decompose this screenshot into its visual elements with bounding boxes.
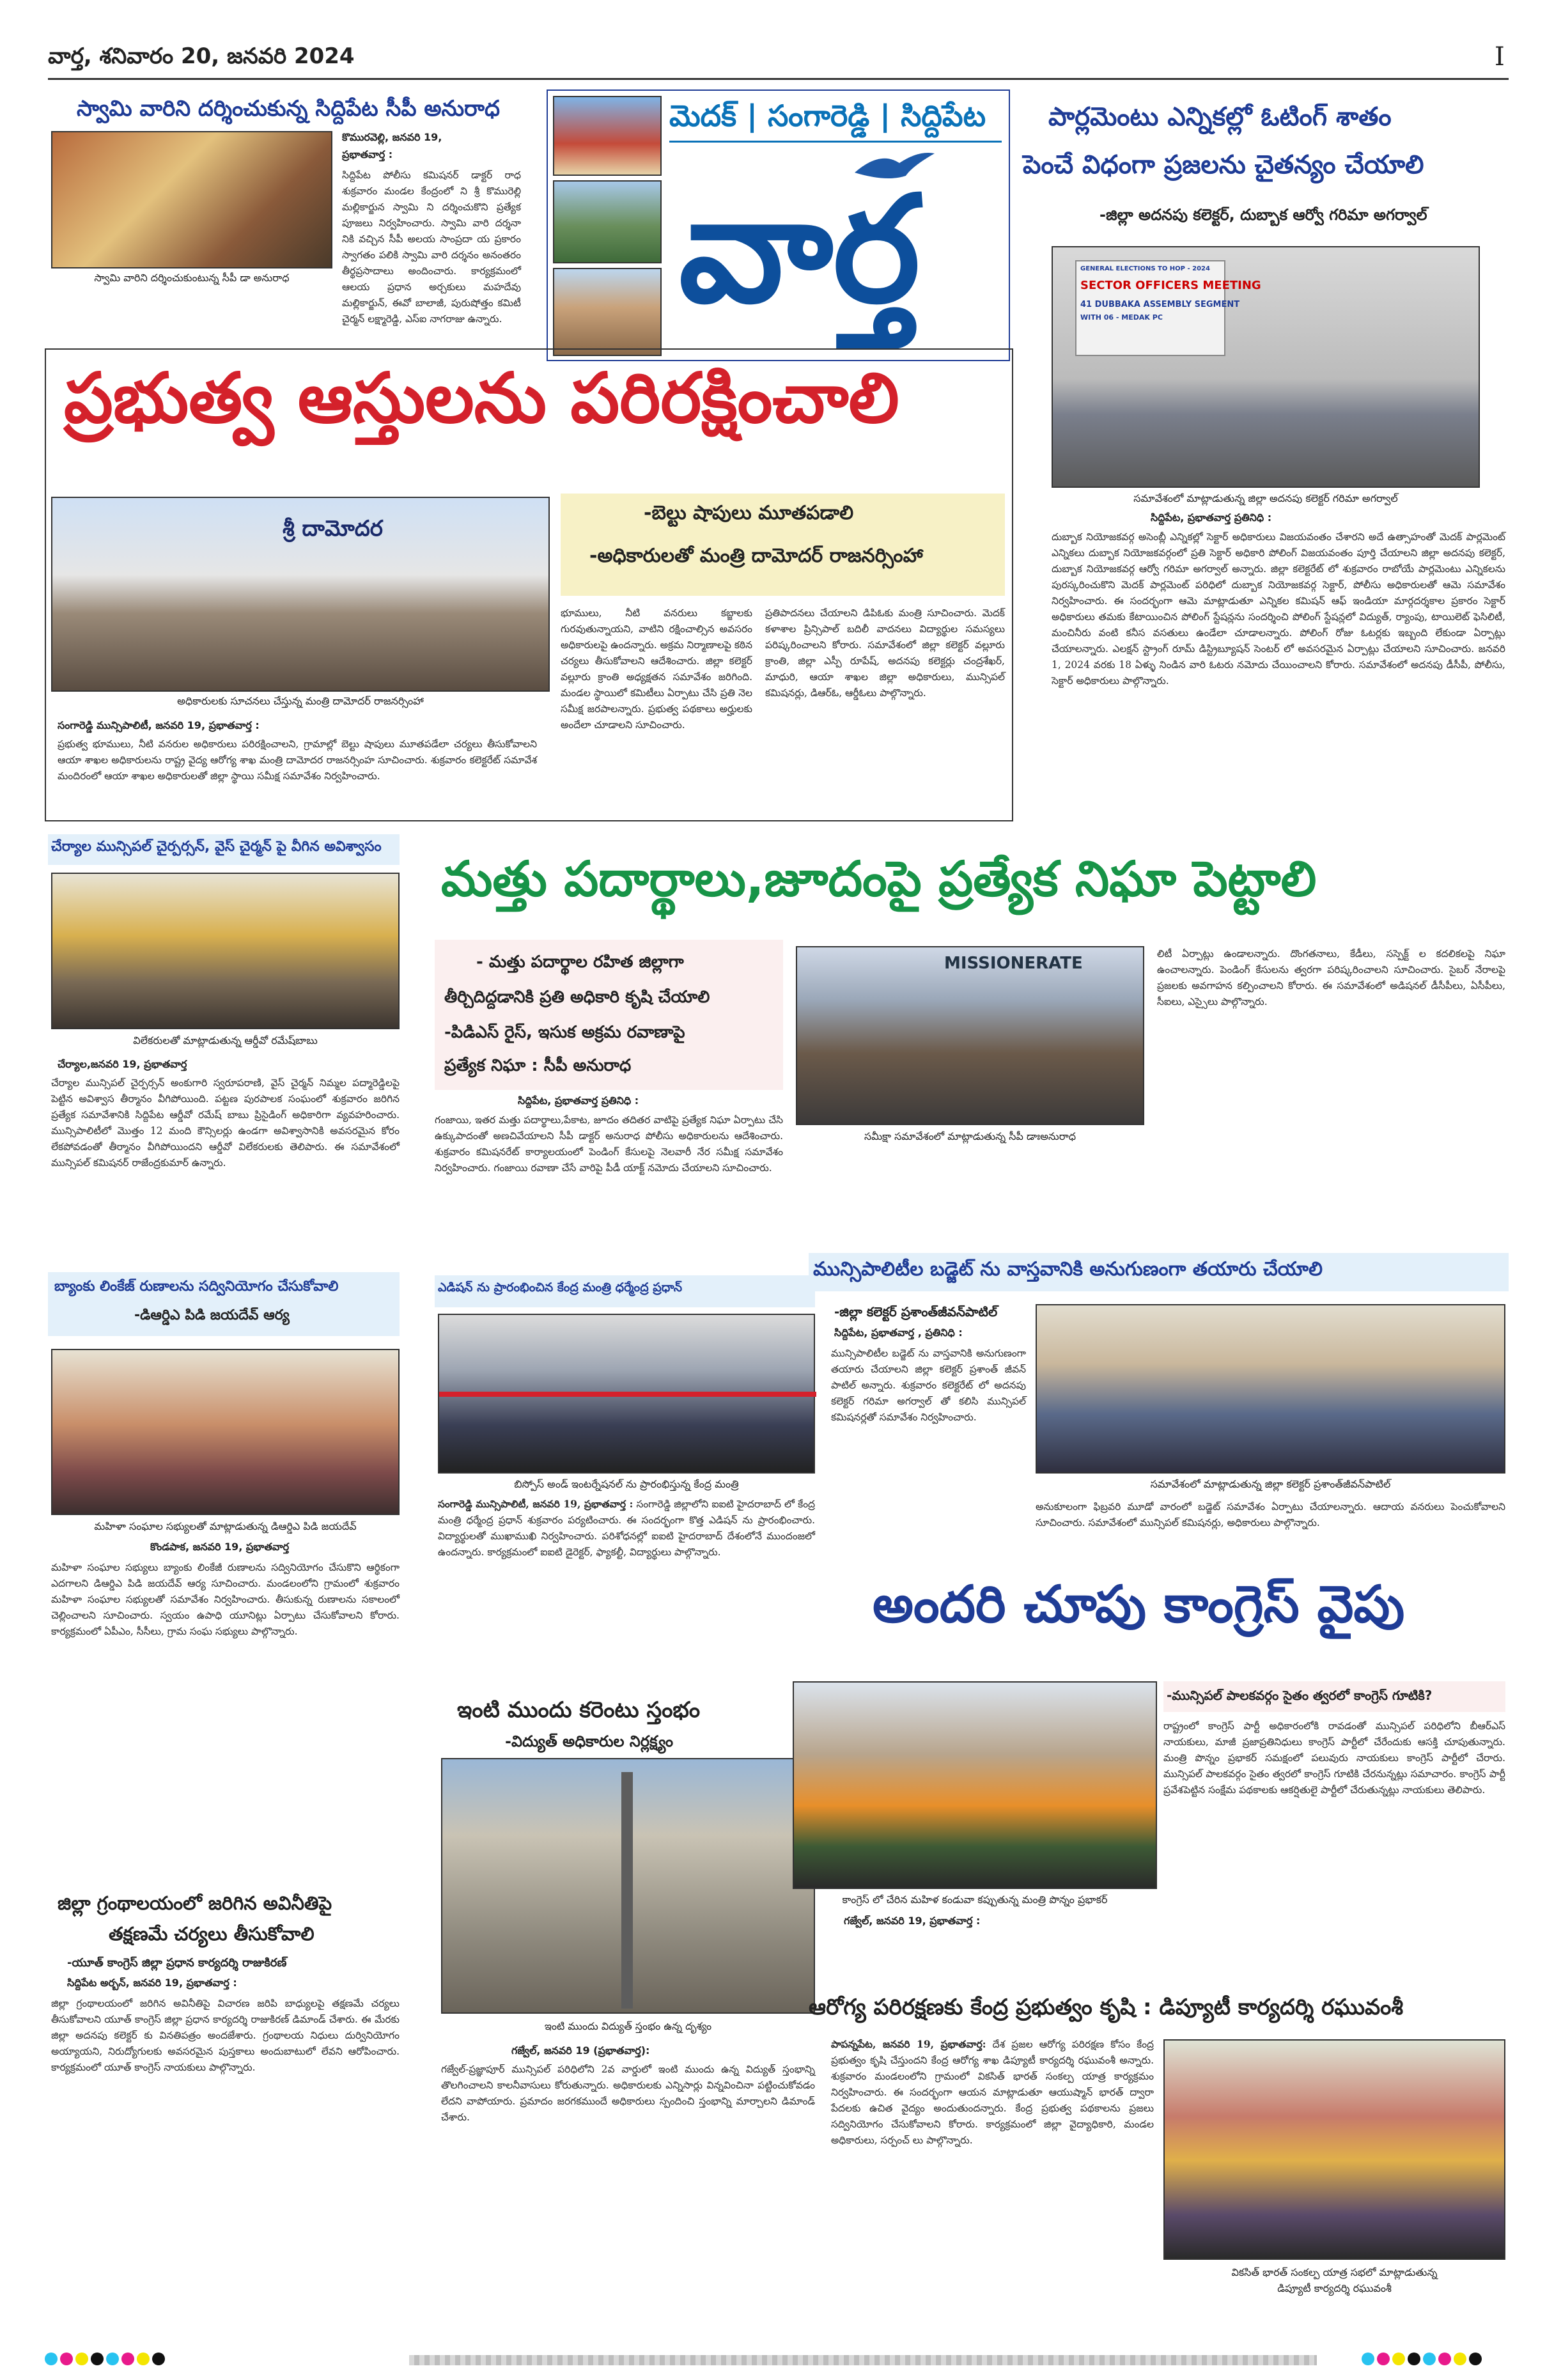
masthead-region: మెదక్ | సంగారెడ్డి | సిద్దిపేట bbox=[669, 98, 986, 133]
register-dot bbox=[91, 2353, 104, 2365]
banner-line-3: 41 DUBBAKA ASSEMBLY SEGMENT bbox=[1080, 300, 1240, 309]
story5-headline: మత్తు పదార్థాలు,జూదంపై ప్రత్యేక నిఘా పెట్టాలి bbox=[441, 850, 1317, 907]
story3-headline: ప్రభుత్వ ఆస్తులను పరిరక్షించాలి bbox=[64, 359, 899, 439]
story9-text: గజ్వేల్-ప్రజ్ఞాపూర్ మున్సిపల్ పరిధిలోని 2వ వార్డులో ఇంటి ముందు ఉన్న విద్యుత్ స్తంభాన్ని తొలగించాలని కాలనీవాసులు కోరుతున్నారు. అధికారులకు ఎన్నిసార్లు విన్నవించినా పట్టించుకోవడం లేదని వాపోయారు. ప్రమాదం జరగకముందే అధికారులు స్పందించి స్తంభాన్ని మార్చాలని డిమాండ్ చేశారు. bbox=[441, 2064, 815, 2123]
ribbon bbox=[439, 1392, 816, 1397]
story12-headline: ఆరోగ్య పరిరక్షణకు కేంద్ర ప్రభుత్వం కృషి : డిప్యూటీ కార్యదర్శి రఘువంశీ bbox=[809, 1995, 1404, 2020]
register-marks-left bbox=[45, 2353, 198, 2368]
story11-dateline: గజ్వేల్, జనవరి 19, ప్రభాతవార్త : bbox=[844, 1915, 981, 1927]
election-banner bbox=[1075, 260, 1261, 356]
banner-line-2: SECTOR OFFICERS MEETING bbox=[1080, 279, 1261, 292]
story8-body: సంగారెడ్డి జిల్లాలోని ఐఐటి హైదరాబాద్ లో కేంద్ర మంత్రి ధర్మేంద్ర ప్రధాన్ శుక్రవారం పర్యటించారు. ఈ సందర్భంగా కొత్త ఎడిషన్ ను ప్రారంభించారు. విద్యార్థులతో ముఖాముఖి నిర్వహించారు. పరిశోధనల్లో ఐఐటి హైదరాబాద్ దేశంలోనే ముందంజలో ఉందన్నారు. కార్యక్రమంలో ఐఐటి డైరెక్టర్, ఫ్యాకల్టీ, విద్యార్థులు పాల్గొన్నారు. bbox=[438, 1498, 815, 1558]
story1-dateline: కొమురవెల్లి, జనవరి 19, bbox=[342, 131, 442, 143]
story3-sub-2: -అధికారులతో మంత్రి దామోదర్ రాజనర్సింహా bbox=[589, 545, 923, 567]
story5-photo bbox=[796, 946, 1144, 1125]
story9-photo bbox=[441, 1758, 815, 2014]
story4-headline: చేర్యాల మున్సిపల్ చైర్పర్సన్, వైస్ చైర్మన్ పై వీగిన అవిశ్వాసం bbox=[51, 839, 382, 855]
register-marks-right bbox=[1362, 2353, 1515, 2368]
story11-caption: కాంగ్రెస్ లో చేరిన మహిళ కండువా కప్పుతున్న మంత్రి పొన్నం ప్రభాకర్ bbox=[842, 1894, 1108, 1906]
story11-sub: -మున్సిపల్ పాలకవర్గం సైతం త్వరలో కాంగ్రెస్ గూటికి? bbox=[1167, 1688, 1433, 1703]
story2-text: దుబ్బాక నియోజకవర్గ అసెంబ్లీ ఎన్నికల్లో సెక్టార్ అధికారులు విజయవంతం చేశారని అదే ఉత్సాహంతో మెదక్ పార్లమెంట్ ఎన్నికలు దుబ్బాక నియోజకవర్గంలో ప్రతి సెక్టార్ అధికారి పోలింగ్ విజయవంతం పూర్తి చేయాలని జిల్లా అదనపు కలెక్టర్, దుబ్బాక నియోజకవర్గ ఆర్వో గరిమా అగర్వాల్ అన్నారు. జిల్లా కలెక్టరేట్ లో శుక్రవారం రాబోయే పార్లమెంటు ఎన్నికలను పురస్కరించుకొని మెదక్ పార్లమెంట్ పరిధిలో దుబ్బాక నియోజకవర్గ సెక్టార్, పోలీసు అధికారులతో ఆమె సమావేశం నిర్వహించారు. ఈ సందర్భంగా ఆమె మాట్లాడుతూ ఎన్నికల కమిషన్ ఆఫ్ ఇండియా మార్గదర్శకాల ప్రకారం సెక్టార్ అధికారులు తమకు కేటాయించిన పోలింగ్ స్టేషన్లను సందర్శించి పోలింగ్ స్టేషన్లలో విద్యుత్, ర్యాంపు, టాయిలెట్ ఫెసిలిటీ, మంచినీరు వంటి కనీస వసతులు ఉండేలా చూడాలన్నారు. పోలింగ్ రోజు ఓటర్లకు ఇబ్బంది లేకుండా ఏర్పాట్లు చేయాలన్నారు. ఎలక్షన్ స్ట్రాంగ్ రూమ్ డిస్ట్రిబ్యూషన్ సెంటర్ లో అవసరమైన ఏర్పాట్లు చేయాలని సూచించారు. జనవరి 1, 2024 వరకు 18 ఏళ్ళు నిండిన వారి ఓటరు నమోదు చేయించాలని కోరారు. సమావేశంలో అదనపు డీసీపీ, పోలీసు, సెక్టార్ అధికారులు పాల్గొన్నారు. bbox=[1052, 531, 1505, 687]
story5-text-2: లిటీ ఏర్పాట్లు ఉండాలన్నారు. దొంగతనాలు, కేడీలు, సస్పెక్ట్ ల కదలికలపై నిఘా ఉంచాలన్నారు. పెండింగ్ కేసులను త్వరగా పరిష్కరించాలని సూచించారు. సైబర్ నేరాలపై ప్రజలకు అవగాహన కల్పించాలని కోరారు. ఈ సమావేశంలో అడిషనల్ డీసీపీలు, ఏసీపీలు, సీఐలు, ఎస్సైలు పాల్గొన్నారు. bbox=[1157, 948, 1505, 1007]
story6-photo bbox=[51, 1349, 400, 1515]
story2-byline: -జిల్లా అదనపు కలెక్టర్, దుబ్బాక ఆర్వో గరిమా అగర్వాల్ bbox=[1099, 206, 1427, 224]
story9-headline: ఇంటి ముందు కరెంటు స్తంభం bbox=[457, 1697, 701, 1723]
masthead-photo-building bbox=[553, 180, 662, 263]
story12-text bbox=[831, 2036, 1154, 2327]
story10-text-2: అనుకూలంగా ఫిబ్రవరి మూడో వారంలో బడ్జెట్ సమావేశం ఏర్పాటు చేయాలన్నారు. ఆదాయ వనరులు పెంచుకోవాలని సూచించారు. సమావేశంలో మున్సిపల్ కమిషనర్లు, అధికారులు పాల్గొన్నారు. bbox=[1036, 1501, 1505, 1528]
story12-body: దేశ ప్రజల ఆరోగ్య పరిరక్షణ కోసం కేంద్ర ప్రభుత్వం కృషి చేస్తుందని కేంద్ర ఆరోగ్య శాఖ డిప్యూటీ కార్యదర్శి రఘువంశీ అన్నారు. శుక్రవారం మండలంలోని గ్రామంలో వికసిత్ భారత్ సంకల్ప యాత్ర కార్యక్రమం నిర్వహించారు. ఈ సందర్భంగా ఆయన మాట్లాడుతూ ఆయుష్మాన్ భారత్ ద్వారా పేదలకు ఉచిత వైద్యం అందుతుందన్నారు. కేంద్ర ప్రభుత్వ పథకాలను ప్రజలు సద్వినియోగం చేసుకోవాలని కోరారు. కార్యక్రమంలో జిల్లా వైద్యాధికారి, మండల అధికారులు, సర్పంచ్ లు పాల్గొన్నారు. bbox=[831, 2039, 1154, 2146]
register-dot bbox=[1469, 2353, 1482, 2365]
story5-text-3 bbox=[796, 1151, 1144, 1247]
story1-caption: స్వామి వారిని దర్శించుకుంటున్న సీపీ డా అనురాధ bbox=[94, 272, 290, 284]
story11-text: రాష్ట్రంలో కాంగ్రెస్ పార్టీ అధికారంలోకి రావడంతో మున్సిపల్ పరిధిలోని బీఆర్ఎస్ నాయకులు, మాజీ ప్రజాప్రతినిధులు కాంగ్రెస్ పార్టీలో చేరేందుకు ఆసక్తి చూపుతున్నారు. మంత్రి పొన్నం ప్రభాకర్ సమక్షంలో పలువురు నాయకులు కాంగ్రెస్ పార్టీలో చేరారు. మున్సిపల్ పాలకవర్గం సైతం త్వరలో కాంగ్రెస్ గూటికి చేరనున్నట్లు సమాచారం. కాంగ్రెస్ పార్టీ ప్రవేశపెట్టిన సంక్షేమ పథకాలకు ఆకర్షితులై పార్టీలో చేరుతున్నట్లు నాయకులు తెలిపారు. bbox=[1163, 1720, 1505, 1796]
register-dot bbox=[1377, 2353, 1390, 2365]
masthead-logo: వార్త bbox=[679, 165, 921, 336]
story10-headline: మున్సిపాలిటీల బడ్జెట్ ను వాస్తవానికి అనుగుణంగా తయారు చేయాలి bbox=[813, 1258, 1323, 1280]
story12-text-cont bbox=[1163, 2301, 1505, 2330]
register-dot bbox=[1392, 2353, 1405, 2365]
masthead bbox=[547, 89, 1010, 361]
story10-photo bbox=[1036, 1304, 1505, 1474]
page-number: I bbox=[1495, 42, 1505, 72]
story5-dateline: సిద్దిపేట, ప్రభాతవార్త ప్రతినిధి : bbox=[518, 1094, 639, 1107]
story5-sub-3: -పిడిఎస్ రైస్, ఇసుక అక్రమ రవాణాపై bbox=[444, 1023, 685, 1042]
story2-photo bbox=[1052, 246, 1480, 488]
masthead-photo-tower bbox=[553, 268, 662, 356]
story4-dateline: చేర్యాల,జనవరి 19, ప్రభాతవార్త bbox=[58, 1058, 187, 1070]
story10-dateline: సిద్దిపేట, ప్రభాతవార్త , ప్రతినిధి : bbox=[834, 1326, 963, 1339]
story5-caption: సమీక్షా సమావేశంలో మాట్లాడుతున్న సీపీ డాఃఅనురాధ bbox=[864, 1130, 1076, 1142]
register-dot bbox=[137, 2353, 150, 2365]
dateline: వార్త, శనివారం 20, జనవరి 2024 bbox=[48, 43, 355, 69]
story10-byline: -జిల్లా కలెక్టర్ ప్రశాంత్‌జీవన్‌పాటిల్ bbox=[834, 1304, 998, 1319]
register-dot bbox=[1408, 2353, 1420, 2365]
masthead-rule bbox=[669, 141, 1002, 143]
story8-text bbox=[438, 1496, 815, 1681]
register-dot bbox=[1438, 2353, 1451, 2365]
story7-headline-1: జిల్లా గ్రంథాలయంలో జరిగిన అవినీతిపై bbox=[58, 1892, 332, 1914]
story8-headline: ఎడిషన్ ను ప్రారంభించిన కేంద్ర మంత్రి ధర్మేంద్ర ప్రధాన్ bbox=[438, 1280, 683, 1295]
story2-caption: సమావేశంలో మాట్లాడుతున్న జిల్లా అదనపు కలెక్టర్ గరిమా అగర్వాల్ bbox=[1133, 492, 1398, 504]
story2-dateline: సిద్దిపేట, ప్రభాతవార్త ప్రతినిధి : bbox=[1151, 511, 1272, 524]
register-gray-bar bbox=[409, 2355, 1317, 2365]
story5-sub-1: - మత్తు పదార్థాల రహిత జిల్లాగా bbox=[476, 953, 684, 972]
story9-caption: ఇంటి ముందు విద్యుత్ స్తంభం ఉన్న దృశ్యం bbox=[544, 2020, 712, 2032]
story11-headline: అందరి చూపు కాంగ్రెస్ వైపు bbox=[873, 1575, 1405, 1634]
story3-caption: అధికారులకు సూచనలు చేస్తున్న మంత్రి దామోదర్ రాజనర్సింహా bbox=[177, 695, 424, 707]
register-dot bbox=[121, 2353, 134, 2365]
story3-text-1: ప్రభుత్వ భూములు, నీటి వనరుల అధికారులు పరిరక్షించాలని, గ్రామాల్లో బెల్టు షాపులు మూతపడేలా చర్యలు తీసుకోవాలని ఆయా శాఖల అధికారులను రాష్ట్ర వైద్య ఆరోగ్య శాఖ మంత్రి దామోదర రాజనర్సింహ సూచించారు. శుక్రవారం కలెక్టరేట్ సమావేశ మందిరంలో ఆయా శాఖల అధికారులతో జిల్లా స్థాయి సమీక్ష సమావేశం నిర్వహించారు. bbox=[58, 738, 537, 782]
story1-photo bbox=[51, 131, 332, 268]
story12-caption-1: వికసిత్ భారత్ సంకల్ప యాత్ర సభలో మాట్లాడుతున్న bbox=[1231, 2266, 1438, 2278]
register-dot bbox=[106, 2353, 119, 2365]
top-rule bbox=[48, 78, 1509, 80]
story5-sub-2: తీర్చిదిద్దడానికి ప్రతి అధికారి కృషి చేయాలి bbox=[444, 988, 710, 1007]
story1-source: ప్రభాతవార్త : bbox=[342, 148, 393, 160]
register-dot bbox=[1454, 2353, 1466, 2365]
story3-box bbox=[45, 348, 1013, 821]
story1-headline: స్వామి వారిని దర్శించుకున్న సిద్దిపేట సీపీ అనురాధ bbox=[77, 96, 501, 121]
story7-dateline: సిద్దిపేట అర్బన్, జనవరి 19, ప్రభాతవార్త : bbox=[67, 1977, 237, 1989]
story8-dateline: సంగారెడ్డి మున్సిపాలిటీ, జనవరి 19, ప్రభాతవార్త : bbox=[438, 1498, 633, 1510]
register-dot bbox=[75, 2353, 88, 2365]
story6-headline: బ్యాంకు లింకేజ్ రుణాలను సద్వినియోగం చేసుకోవాలి bbox=[54, 1279, 339, 1295]
story7-byline: -యూత్ కాంగ్రెస్ జిల్లా ప్రధాన కార్యదర్శి రాజుకిరణ్ bbox=[67, 1956, 287, 1970]
register-dot bbox=[45, 2353, 58, 2365]
story8-photo bbox=[438, 1314, 815, 1474]
register-dot bbox=[152, 2353, 165, 2365]
story1-text: సిద్దిపేట పోలీసు కమిషనర్ డాక్టర్ రాధ శుక్రవారం మండల కేంద్రంలో ని శ్రీ కొమురెల్లి మల్లికార్జున స్వామి ని దర్శించుకొని ప్రత్యేక పూజలు నిర్వహించారు. స్వామి వారి దర్శనా నికి వచ్చిన సీపీ అలయ సాంప్రదా య ప్రకారం స్వాగతం పలికి స్వామి వారి దర్శనం అనంతరం తీర్థప్రసాదాలు అందించారు. కార్యక్రమంలో ఆలయ ప్రధాన అర్చకులు మహదేవు మల్లికార్జున్, ఈవో బాలాజీ, పురుషోత్తం కమిటీ చైర్మన్ లక్ష్మారెడ్డి, ఎస్ఐ నాగరాజు ఉన్నారు. bbox=[342, 169, 521, 325]
story3-text-3: ప్రతిపాదనలు చేయాలని డిపిఓకు మంత్రి సూచించారు. మెదక్ కళాశాల ప్రిన్సిపాల్ బదిలీ వాదనలు విద్యార్థుల సమస్యలు పరిష్కరించాలని కోరారు. సమావేశంలో జిల్లా కలెక్టర్ వల్లూరు క్రాంతి, జిల్లా ఎస్పీ రూపేష్, అదనపు కలెక్టర్లు చంద్రశేఖర్, మాధురి, ఆయా శాఖల జిల్లా అధికారులు, మున్సిపల్ కమిషనర్లు, డిఆర్ఓ, ఆర్డీఓలు పాల్గొన్నారు. bbox=[765, 607, 1005, 699]
story3-text-2: భూములు, నీటి వనరులు కబ్జాలకు గురవుతున్నాయని, వాటిని రక్షించాల్సిన అవసరం అధికారులపై ఉందన్నారు. అక్రమ నిర్మాణాలపై కఠిన చర్యలు తీసుకోవాలని ఆదేశించారు. జిల్లా కలెక్టర్ వల్లూరు క్రాంతి అధ్యక్షతన సమావేశం జరిగింది. మండల స్థాయిలో కమిటీలు ఏర్పాటు చేసి ప్రతి నెల సమీక్ష జరపాలన్నారు. ప్రభుత్వ పథకాలు అర్హులకు అందేలా చూడాలని సూచించారు. bbox=[561, 607, 752, 731]
story3-sub-1: -బెల్టు షాపులు మూతపడాలి bbox=[644, 502, 854, 524]
story10-text-1: మున్సిపాలిటీల బడ్జెట్ ను వాస్తవానికి అనుగుణంగా తయారు చేయాలని జిల్లా కలెక్టర్ ప్రశాంత్ జీవన్ పాటిల్ అన్నారు. శుక్రవారం కలెక్టరేట్ లో అదనపు కలెక్టర్ గరిమా అగర్వాల్ తో కలిసి మున్సిపల్ కమిషనర్లతో సమావేశం నిర్వహించారు. bbox=[831, 1348, 1026, 1423]
register-dot bbox=[1362, 2353, 1374, 2365]
story12-dateline: పాపన్నపేట, జనవరి 19, ప్రభాతవార్త: bbox=[831, 2038, 986, 2050]
story7-text: జిల్లా గ్రంథాలయంలో జరిగిన అవినీతిపై విచారణ జరిపి బాధ్యులపై తక్షణమే చర్యలు తీసుకోవాలని యూత్ కాంగ్రెస్ జిల్లా ప్రధాన కార్యదర్శి రాజుకిరణ్ డిమాండ్ చేశారు. ఈ మేరకు జిల్లా అదనపు కలెక్టర్ కు వినతిపత్రం అందజేశారు. గ్రంథాలయ నిధులు దుర్వినియోగం అయ్యాయని, నిరుద్యోగులకు అవసరమైన పుస్తకాలు అందుబాటులో లేవని ఆరోపించారు. కార్యక్రమంలో యూత్ కాంగ్రెస్ నాయకులు పాల్గొన్నారు. bbox=[51, 1998, 400, 2073]
story5-text-1: గంజాయి, ఇతర మత్తు పదార్థాలు,పేకాట, జూదం తదితర వాటిపై ప్రత్యేక నిఘా ఏర్పాటు చేసి ఉక్కుపాదంతో అణచివేయాలని సీపీ డాక్టర్ అనురాధ పోలీసు అధికారులను ఆదేశించారు. శుక్రవారం కమిషనరేట్ కార్యాలయంలో పెండింగ్ కేసులపై నెలవారీ నేర సమీక్ష సమావేశం నిర్వహించారు. గంజాయి రవాణా చేసే వారిపై పీడీ యాక్ట్ నమోదు చేయాలని సూచించారు. bbox=[435, 1114, 783, 1174]
banner-line-1: GENERAL ELECTIONS TO HOP - 2024 bbox=[1080, 265, 1210, 272]
masthead-photo-temple bbox=[553, 96, 662, 176]
story6-text: మహిళా సంఘాల సభ్యులు బ్యాంకు లింకేజీ రుణాలను సద్వినియోగం చేసుకొని ఆర్థికంగా ఎదగాలని డిఆర్డిఎ పిడి జయదేవ్ ఆర్య సూచించారు. మండలంలోని గ్రామంలో శుక్రవారం మహిళా సంఘాల సభ్యులతో సమావేశం నిర్వహించారు. తీసుకున్న రుణాలను సకాలంలో చెల్లించాలని సూచించారు. స్వయం ఉపాధి యూనిట్లు ఏర్పాటు చేసుకోవాలని కోరారు. కార్యక్రమంలో ఏపీఎం, సీసీలు, గ్రామ సంఘ సభ్యులు పాల్గొన్నారు. bbox=[51, 1562, 400, 1637]
story4-photo bbox=[51, 873, 400, 1029]
story4-caption: విలేకరులతో మాట్లాడుతున్న ఆర్డీవో రమేష్‌బాబు bbox=[133, 1034, 318, 1046]
story1-text-cont bbox=[51, 291, 521, 339]
story6-caption: మహిళా సంఘాల సభ్యులతో మాట్లాడుతున్న డిఆర్డిఎ పిడి జయదేవ్ bbox=[94, 1520, 357, 1532]
story6-dateline: కొండపాక, జనవరి 19, ప్రభాతవార్త bbox=[150, 1541, 290, 1553]
story3-photo bbox=[51, 497, 550, 692]
register-dot bbox=[1423, 2353, 1436, 2365]
banner-line-4: WITH 06 - MEDAK PC bbox=[1080, 313, 1163, 322]
pole-icon bbox=[621, 1772, 633, 2009]
story11-text-cont bbox=[793, 1932, 1157, 1977]
story4-text: చేర్యాల మున్సిపల్ చైర్పర్సన్ అంకుగారి స్వరూపరాణి, వైస్ చైర్మన్ నిమ్మల పద్మారెడ్డిలపై పెట్టిన అవిశ్వాస తీర్మానం వీగిపోయింది. పట్టణ పురపాలక సంఘంలో శుక్రవారం జరిగిన ప్రత్యేక సమావేశానికి సిద్దిపేట ఆర్డీవో రమేష్ బాబు ప్రిసైడింగ్ అధికారిగా వ్యవహరించారు. మున్సిపాలిటీలో మొత్తం 12 మంది కౌన్సిలర్లు ఉండగా అవిశ్వాసానికి అవసరమైన కోరం లేకపోవడంతో తీర్మానం వీగిపోయిందని ఆర్డీవో విలేకరులకు తెలిపారు. ఈ సమావేశంలో మున్సిపల్ కమిషనర్ రాజేంద్రకుమార్ ఉన్నారు. bbox=[51, 1077, 400, 1169]
story11-photo bbox=[793, 1681, 1157, 1889]
story2-headline-2: పెంచే విధంగా ప్రజలను చైతన్యం చేయాలి bbox=[1023, 150, 1424, 180]
story2-headline-1: పార్లమెంటు ఎన్నికల్లో ఓటింగ్ శాతం bbox=[1048, 102, 1392, 132]
story5-sub-4: ప్రత్యేక నిఘా : సీపీ అనురాధ bbox=[444, 1056, 632, 1075]
story3-banner-text: శ్రీ దామోదర bbox=[283, 516, 383, 541]
story12-caption-2: డిప్యూటీ కార్యదర్శి రఘువంశీ bbox=[1277, 2282, 1392, 2294]
story7-headline-2: తక్షణమే చర్యలు తీసుకోవాలి bbox=[109, 1923, 315, 1945]
story6-byline: -డిఆర్డిఎ పిడి జయదేవ్ ఆర్య bbox=[134, 1307, 290, 1323]
story3-dateline: సంగారెడ్డి మున్సిపాలిటీ, జనవరి 19, ప్రభాతవార్త : bbox=[58, 719, 260, 731]
story5-photo-banner: MISSIONERATE bbox=[944, 954, 1083, 973]
register-dot bbox=[60, 2353, 73, 2365]
story10-caption: సమావేశంలో మాట్లాడుతున్న జిల్లా కలెక్టర్ ప్రశాంత్‌జీవన్‌పాటిల్ bbox=[1150, 1478, 1391, 1490]
story9-dateline: గజ్వేల్, జనవరి 19 (ప్రభాతవార్త): bbox=[511, 2044, 650, 2057]
story9-byline: -విద్యుత్ అధికారుల నిర్లక్ష్యం bbox=[505, 1732, 674, 1750]
story8-caption: బిస్పోస్ అండ్ ఇంటర్నేషనల్ ను ప్రారంభిస్తున్న కేంద్ర మంత్రి bbox=[514, 1478, 739, 1490]
story12-photo bbox=[1163, 2039, 1505, 2260]
